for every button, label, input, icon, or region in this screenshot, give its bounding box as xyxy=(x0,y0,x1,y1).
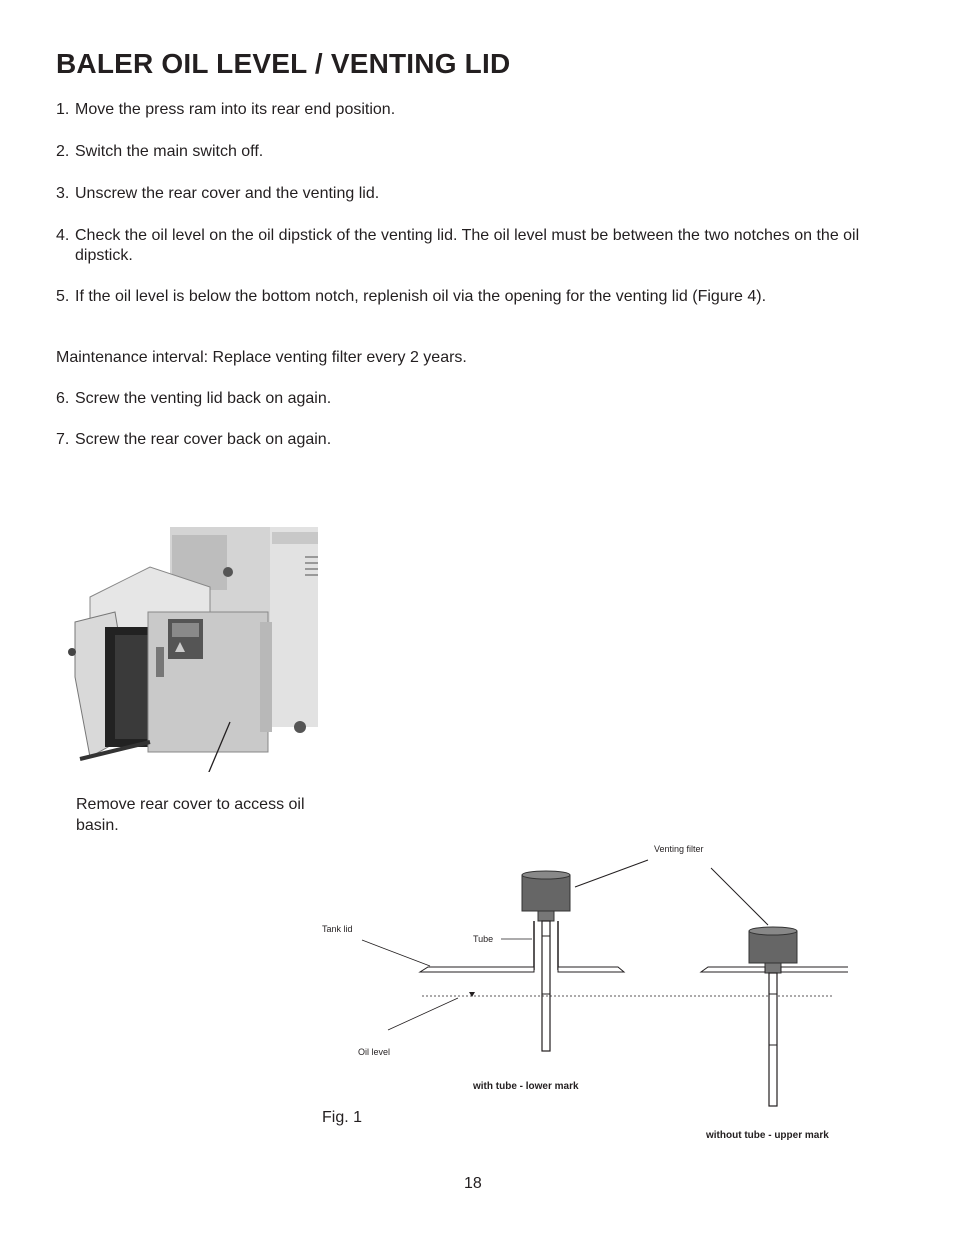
step-number: 2. xyxy=(56,143,70,160)
step-number: 6. xyxy=(56,390,70,407)
page-number: 18 xyxy=(464,1175,482,1192)
step-text: Screw the rear cover back on again. xyxy=(75,431,332,448)
step-1 xyxy=(56,100,886,120)
venting-filter-label: Venting filter xyxy=(654,844,704,854)
step-4 xyxy=(56,226,886,266)
step-7 xyxy=(56,430,886,450)
maintenance-note: Maintenance interval: Replace venting filter every 2 years. xyxy=(56,349,467,366)
page-title: BALER OIL LEVEL / VENTING LID xyxy=(56,48,511,79)
step-number: 4. xyxy=(56,227,70,244)
caption-with-tube: with tube - lower mark xyxy=(473,1081,579,1092)
step-text: If the oil level is below the bottom notch, replenish oil via the opening for the venting lid (Figure 4). xyxy=(75,288,767,305)
step-text: Move the press ram into its rear end position. xyxy=(75,101,396,118)
dipstick-diagram xyxy=(318,520,848,1150)
dipstick-drawing xyxy=(318,520,848,1150)
tube-label: Tube xyxy=(473,934,494,944)
step-text: Switch the main switch off. xyxy=(75,143,264,160)
baler-photo xyxy=(60,527,330,772)
step-2 xyxy=(56,142,886,162)
baler-illustration xyxy=(60,527,330,772)
caption-without-tube: without tube - upper mark xyxy=(706,1130,829,1141)
step-text: Screw the venting lid back on again. xyxy=(75,390,332,407)
tank-lid-label: Tank lid xyxy=(322,924,353,934)
step-number: 7. xyxy=(56,431,70,448)
oil-level-label: Oil level xyxy=(358,1047,391,1057)
step-number: 5. xyxy=(56,288,70,305)
step-text: Check the oil level on the oil dipstick of the venting lid. The oil level must be between the two notches on the oil dipstick. xyxy=(75,227,860,264)
step-5 xyxy=(56,287,886,307)
step-3 xyxy=(56,184,886,204)
figure-label: Fig. 1 xyxy=(322,1109,363,1126)
step-number: 1. xyxy=(56,101,70,118)
step-number: 3. xyxy=(56,185,70,202)
step-6 xyxy=(56,389,886,409)
step-text: Unscrew the rear cover and the venting lid. xyxy=(75,185,380,202)
photo-caption: Remove rear cover to access oil basin. xyxy=(76,796,305,834)
